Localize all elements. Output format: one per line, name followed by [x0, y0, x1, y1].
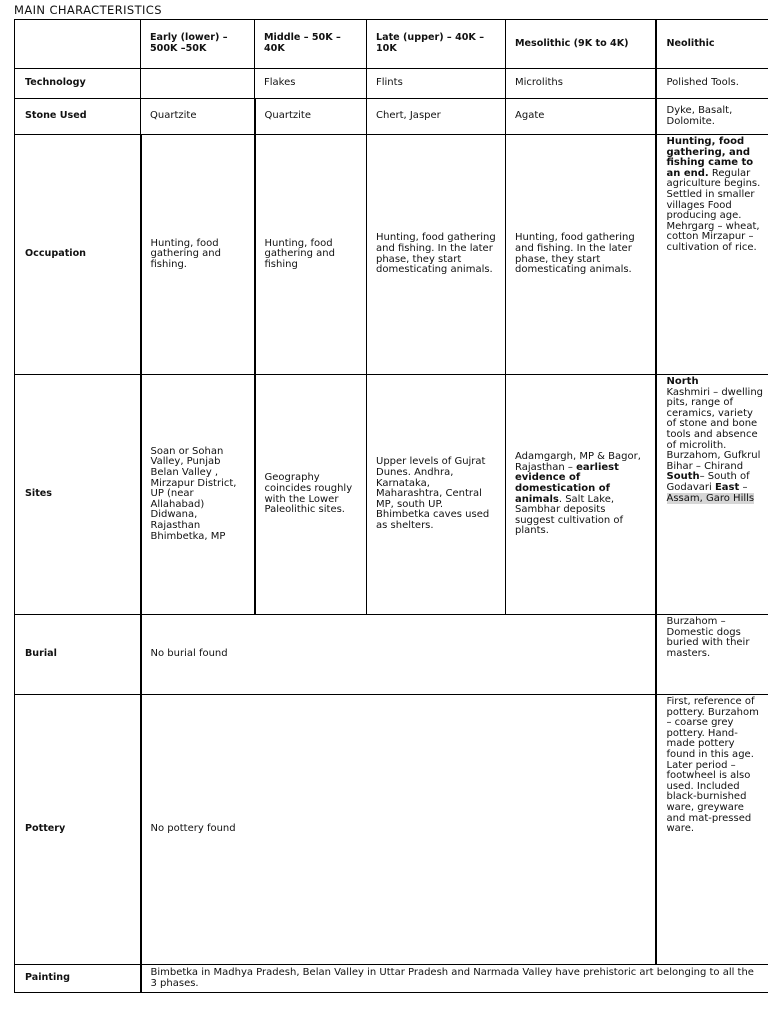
stone-middle: Quartzite	[255, 99, 367, 135]
row-label-stone-used: Stone Used	[15, 99, 141, 135]
occupation-mesolithic: Hunting, food gathering and fishing. In the later phase, they start domesticating animals.	[506, 135, 656, 375]
row-sites	[15, 375, 768, 615]
occupation-middle: Hunting, food gathering and fishing	[255, 135, 367, 375]
sites-early: Soan or Sohan Valley, Punjab Belan Valley , Mirzapur District, UP (near Allahabad) Didwana, Rajasthan Bhimbetka, MP	[141, 375, 255, 615]
sites-neolithic-south: – South of Godavari	[666, 471, 750, 493]
row-label-painting: Painting	[15, 965, 141, 993]
sites-neolithic-east-label: East	[714, 481, 740, 493]
header-late: Late (upper) – 40K – 10K	[367, 20, 506, 69]
sites-neolithic-east-dash: –	[739, 481, 748, 493]
sites-mesolithic-bold: earliest evidence of domestication of animals	[515, 461, 619, 505]
technology-mesolithic: Microliths	[506, 69, 656, 99]
technology-neolithic: Polished Tools.	[656, 69, 768, 99]
stone-neolithic: Dyke, Basalt, Dolomite.	[656, 99, 768, 135]
burial-neolithic: Burzahom – Domestic dogs buried with their masters.	[656, 615, 768, 695]
row-burial	[15, 615, 768, 695]
painting-text: Bimbetka in Madhya Pradesh, Belan Valley in Uttar Pradesh and Narmada Valley have prehistoric art belonging to all the 3 phases.	[141, 965, 768, 993]
row-label-burial: Burial	[15, 615, 141, 695]
corner-cell	[15, 20, 141, 69]
row-painting	[15, 965, 768, 993]
sites-mesolithic-pre: Adamgargh, MP & Bagor, Rajasthan –	[515, 451, 641, 473]
row-occupation	[15, 135, 768, 375]
row-stone-used	[15, 99, 768, 135]
header-neolithic: Neolithic	[656, 20, 768, 69]
occupation-neolithic-bold: Hunting, food gathering, and fishing came to an end.	[666, 136, 754, 179]
sites-neolithic-north-label: North	[666, 376, 699, 387]
stone-early: Quartzite	[141, 99, 255, 135]
sites-late: Upper levels of Gujrat Dunes. Andhra, Karnataka, Maharashtra, Central MP, south UP. Bhimbetka caves used as shelters.	[367, 375, 506, 615]
sites-neolithic-east: Assam, Garo Hills	[666, 492, 755, 504]
stone-late: Chert, Jasper	[367, 99, 506, 135]
sites-mesolithic	[506, 375, 656, 615]
technology-early	[141, 69, 255, 99]
row-label-sites: Sites	[15, 375, 141, 615]
header-mesolithic: Mesolithic (9K to 4K)	[506, 20, 656, 69]
row-label-occupation: Occupation	[15, 135, 141, 375]
sites-middle: Geography coincides roughly with the Lower Paleolithic sites.	[255, 375, 367, 615]
pottery-neolithic: First, reference of pottery. Burzahom – coarse grey pottery. Hand-made pottery found in this age. Later period – footwheel is also used. Included black-burnished ware, greyware and mat-pressed ware.	[656, 695, 768, 965]
occupation-neolithic	[656, 135, 768, 375]
row-technology	[15, 69, 768, 99]
occupation-early: Hunting, food gathering and fishing.	[141, 135, 255, 375]
page-title: MAIN CHARACTERISTICS	[14, 3, 162, 17]
technology-middle: Flakes	[255, 69, 367, 99]
occupation-neolithic-rest: Regular agriculture begins. Settled in smaller villages Food producing age. Mehrgarg – wheat, cotton Mirzapur – cultivation of rice.	[666, 167, 761, 253]
row-label-pottery: Pottery	[15, 695, 141, 965]
characteristics-table	[14, 19, 768, 993]
sites-neolithic-north: Kashmiri – dwelling pits, range of ceramics, variety of stone and bone tools and absence of microlith. Burzahom, Gufkrul Bihar – Chirand	[666, 386, 764, 472]
row-pottery	[15, 695, 768, 965]
occupation-late: Hunting, food gathering and fishing. In the later phase, they start domesticating animals.	[367, 135, 506, 375]
sites-neolithic	[656, 375, 768, 615]
header-early: Early (lower) – 500K –50K	[141, 20, 255, 69]
stone-mesolithic: Agate	[506, 99, 656, 135]
header-middle: Middle – 50K – 40K	[255, 20, 367, 69]
sites-mesolithic-post: . Salt Lake, Sambhar deposits suggest cultivation of plants.	[515, 493, 624, 537]
sites-neolithic-south-label: South	[666, 471, 700, 483]
pottery-text: No pottery found	[141, 695, 656, 965]
burial-text: No burial found	[141, 615, 656, 695]
header-row	[15, 20, 768, 69]
technology-late: Flints	[367, 69, 506, 99]
row-label-technology: Technology	[15, 69, 141, 99]
